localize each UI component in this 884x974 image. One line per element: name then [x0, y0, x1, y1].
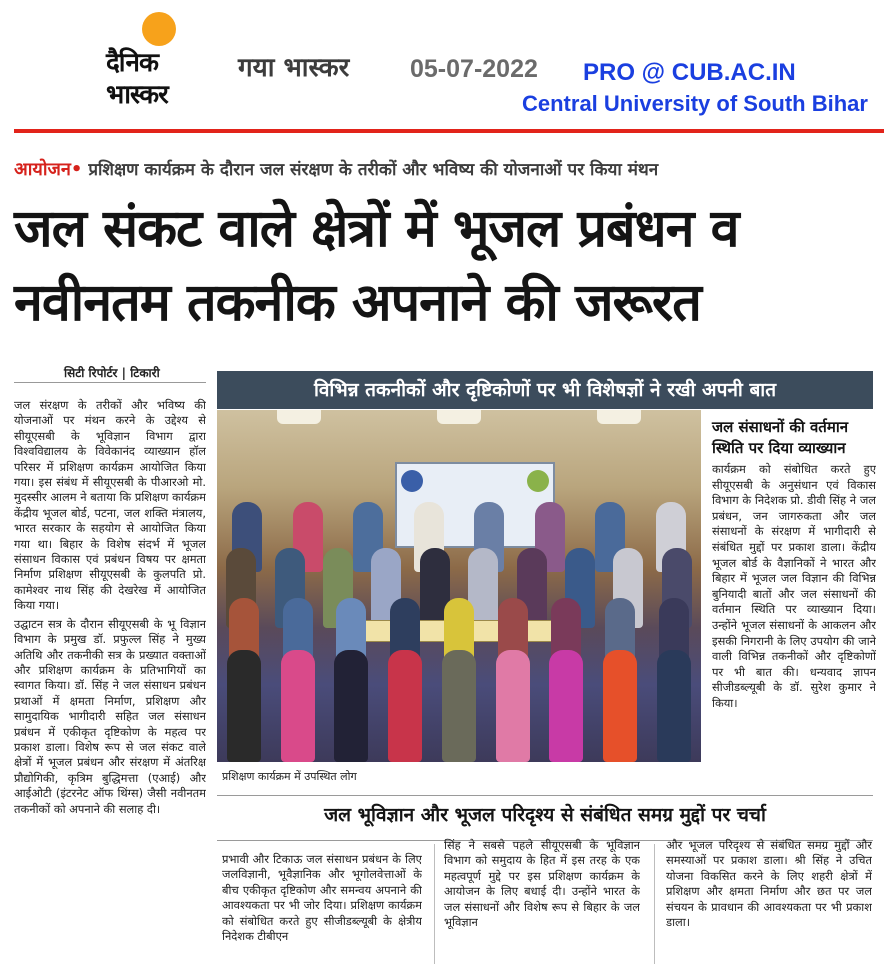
logo-text-line2: भास्कर	[106, 80, 168, 110]
screen-logo-left	[401, 470, 423, 492]
byline-divider	[14, 382, 206, 383]
article-body-right: कार्यक्रम को संबोधित करते हुए सीयूएसबी के अनुसंधान एवं विकास विभाग के निदेशक प्रो. डीवी सिंह ने जल प्रबंधन, जन जागरुकता और जल संसाधनों के संरक्षण में भागीदारी से संबंधित मुद्दों पर प्रकाश डाला। केंद्रीय भूजल बोर्ड के वैज्ञानिकों ने भारत और बिहार में भूजल जल विज्ञान की विभिन्न बुनियादी बातों और जल संसाधनों की वर्तमान स्थिति पर व्याख्यान दिया। उन्होंने भूजल संसाधनों के आकलन और इसकी निगरानी के लिए उपयोग की जाने वाली विभिन्न तकनीकों और दृष्टिकोणों पर भी बात की। धन्यवाद ज्ञापन सीजीडब्ल्यूबी के डॉ. सुरेश कुमार ने किया।	[712, 462, 876, 710]
photo-person	[496, 650, 530, 762]
sun-logo-icon	[142, 12, 176, 46]
body-paragraph: जल संरक्षण के तरीकों और भविष्य की योजनाओं पर मंथन करने के उद्देश्य से सीयूएसबी के भूविज्ञान विभाग द्वारा विश्वविद्यालय के विवेकानंद व्याख्यान हॉल परिसर में प्रशिक्षण कार्यक्रम आयोजित किया गया। इस संबंध में सीयूएसबी के पीआरओ मो. मुदस्सीर आलम ने बताया कि प्रशिक्षण कार्यक्रम केंद्रीय भूजल बोर्ड, पटना, जल शक्ति मंत्रालय, भारत सरकार के सहयोग से आयोजित किया गया था। बिहार के विशेष संदर्भ में भूजल संसाधन विकास एवं प्रबंधन विषय पर क्षमता निर्माण प्रशिक्षण सीयूएसबी के कुलपति प्रो. कामेश्वर नाथ सिंह की देखरेख में आयोजित किया गया।	[14, 398, 206, 613]
ceiling-lamp	[437, 410, 481, 424]
photo-person	[281, 650, 315, 762]
headline	[14, 192, 878, 340]
headline-line2: नवीनतम तकनीक अपनाने की जरूरत	[14, 273, 701, 333]
photo-person	[603, 650, 637, 762]
dainik-bhaskar-logo	[98, 12, 218, 122]
article-body-left	[14, 398, 206, 964]
article-body-band-col1: प्रभावी और टिकाऊ जल संसाधन प्रबंधन के लिए जलविज्ञानी, भूवैज्ञानिक और भूगोलवेत्ताओं के बीच एकीकृत दृष्टिकोण और समन्वय अपनाने की आवश्यकता पर भी जोर दिया। प्रशिक्षण कार्यक्रम को संबोधित करते हुए सीजीडब्ल्यूबी के क्षेत्रीय निदेशक टीबीएन	[222, 852, 422, 944]
photo-subheadline: विभिन्न तकनीकों और दृष्टिकोणों पर भी विशेषज्ञों ने रखी अपनी बात	[217, 371, 873, 409]
band-subheadline: जल भूविज्ञान और भूजल परिदृश्य से संबंधित समग्र मुद्दों पर चर्चा	[324, 804, 766, 826]
photo-person	[334, 650, 368, 762]
photo-person	[442, 650, 476, 762]
column-divider	[434, 844, 435, 964]
ceiling-lamp	[277, 410, 321, 424]
kicker-bullet: •	[70, 159, 83, 180]
photo-caption: प्रशिक्षण कार्यक्रम में उपस्थित लोग	[222, 770, 357, 783]
group-photo	[217, 410, 701, 762]
photo-person	[227, 650, 261, 762]
masthead-divider	[14, 129, 884, 133]
photo-person	[388, 650, 422, 762]
byline: सिटी रिपोर्टर | टिकारी	[64, 366, 160, 380]
photo-row-front	[217, 650, 701, 762]
logo-text-line1: दैनिक	[106, 48, 158, 78]
kicker-line	[14, 157, 658, 183]
edition-name: गया भास्कर	[238, 53, 350, 83]
university-name: Central University of South Bihar	[522, 91, 868, 116]
headline-line1: जल संकट वाले क्षेत्रों में भूजल प्रबंधन व	[14, 199, 739, 259]
ceiling-lamp	[597, 410, 641, 424]
side-subheadline: जल संसाधनों की वर्तमान स्थिति पर दिया व्याख्यान	[712, 418, 849, 457]
pro-contact: PRO @ CUB.AC.IN	[583, 59, 796, 86]
article-body-band-col3: और भूजल परिदृश्य से संबंधित समग्र मुद्दों और समस्याओं पर प्रकाश डाला। श्री सिंह ने उचित योजना विकसित करने के लिए शहरी क्षेत्रों में प्रशिक्षण और क्षमता निर्माण और छत पर जल संचयन के प्रावधान की आवश्यकता पर भी प्रकाश डाला।	[666, 838, 872, 930]
band-divider-top	[217, 795, 873, 796]
kicker-text: प्रशिक्षण कार्यक्रम के दौरान जल संरक्षण के तरीकों और भविष्य की योजनाओं पर किया मंथन	[88, 160, 659, 180]
photo-person	[549, 650, 583, 762]
column-divider	[654, 844, 655, 964]
screen-logo-right	[527, 470, 549, 492]
article-body-band-col2: सिंह ने सबसे पहले सीयूएसबी के भूविज्ञान विभाग को समुदाय के हित में इस तरह के एक महत्वपूर्ण मुद्दे पर इस प्रशिक्षण कार्यक्रम के आयोजन के लिए बधाई दी। उन्होंने भारत के जल संसाधनों और विशेष रूप से बिहार के जल भूविज्ञान	[444, 838, 640, 930]
kicker-tag: आयोजन	[14, 159, 71, 180]
publication-date: 05-07-2022	[410, 55, 538, 83]
body-paragraph: उद्घाटन सत्र के दौरान सीयूएसबी के भू विज्ञान विभाग के प्रमुख डॉ. प्रफुल्ल सिंह ने मुख्य अतिथि और तकनीकी सत्र के प्रख्यात वक्ताओं और प्रशिक्षण कार्यक्रम के प्रतिभागियों का स्वागत किया। डॉ. सिंह ने जल संसाधन प्रबंधन प्रथाओं में क्षमता निर्माण, प्रशिक्षण और सामुदायिक भागीदारी सहित जल संसाधन प्रबंधन में एकीकृत दृष्टिकोण के महत्व पर प्रकाश डाला। विशेष रूप से जल संकट वाले क्षेत्रों में भूजल प्रबंधन और संरक्षण में अंतरिक्ष प्रौद्योगिकी, कृत्रिम बुद्धिमत्ता (एआई) और आईओटी (इंटरनेट ऑफ थिंग्स) जैसी नवीनतम तकनीकों को अपनाने की सलाह दी।	[14, 616, 206, 816]
photo-person	[657, 650, 691, 762]
